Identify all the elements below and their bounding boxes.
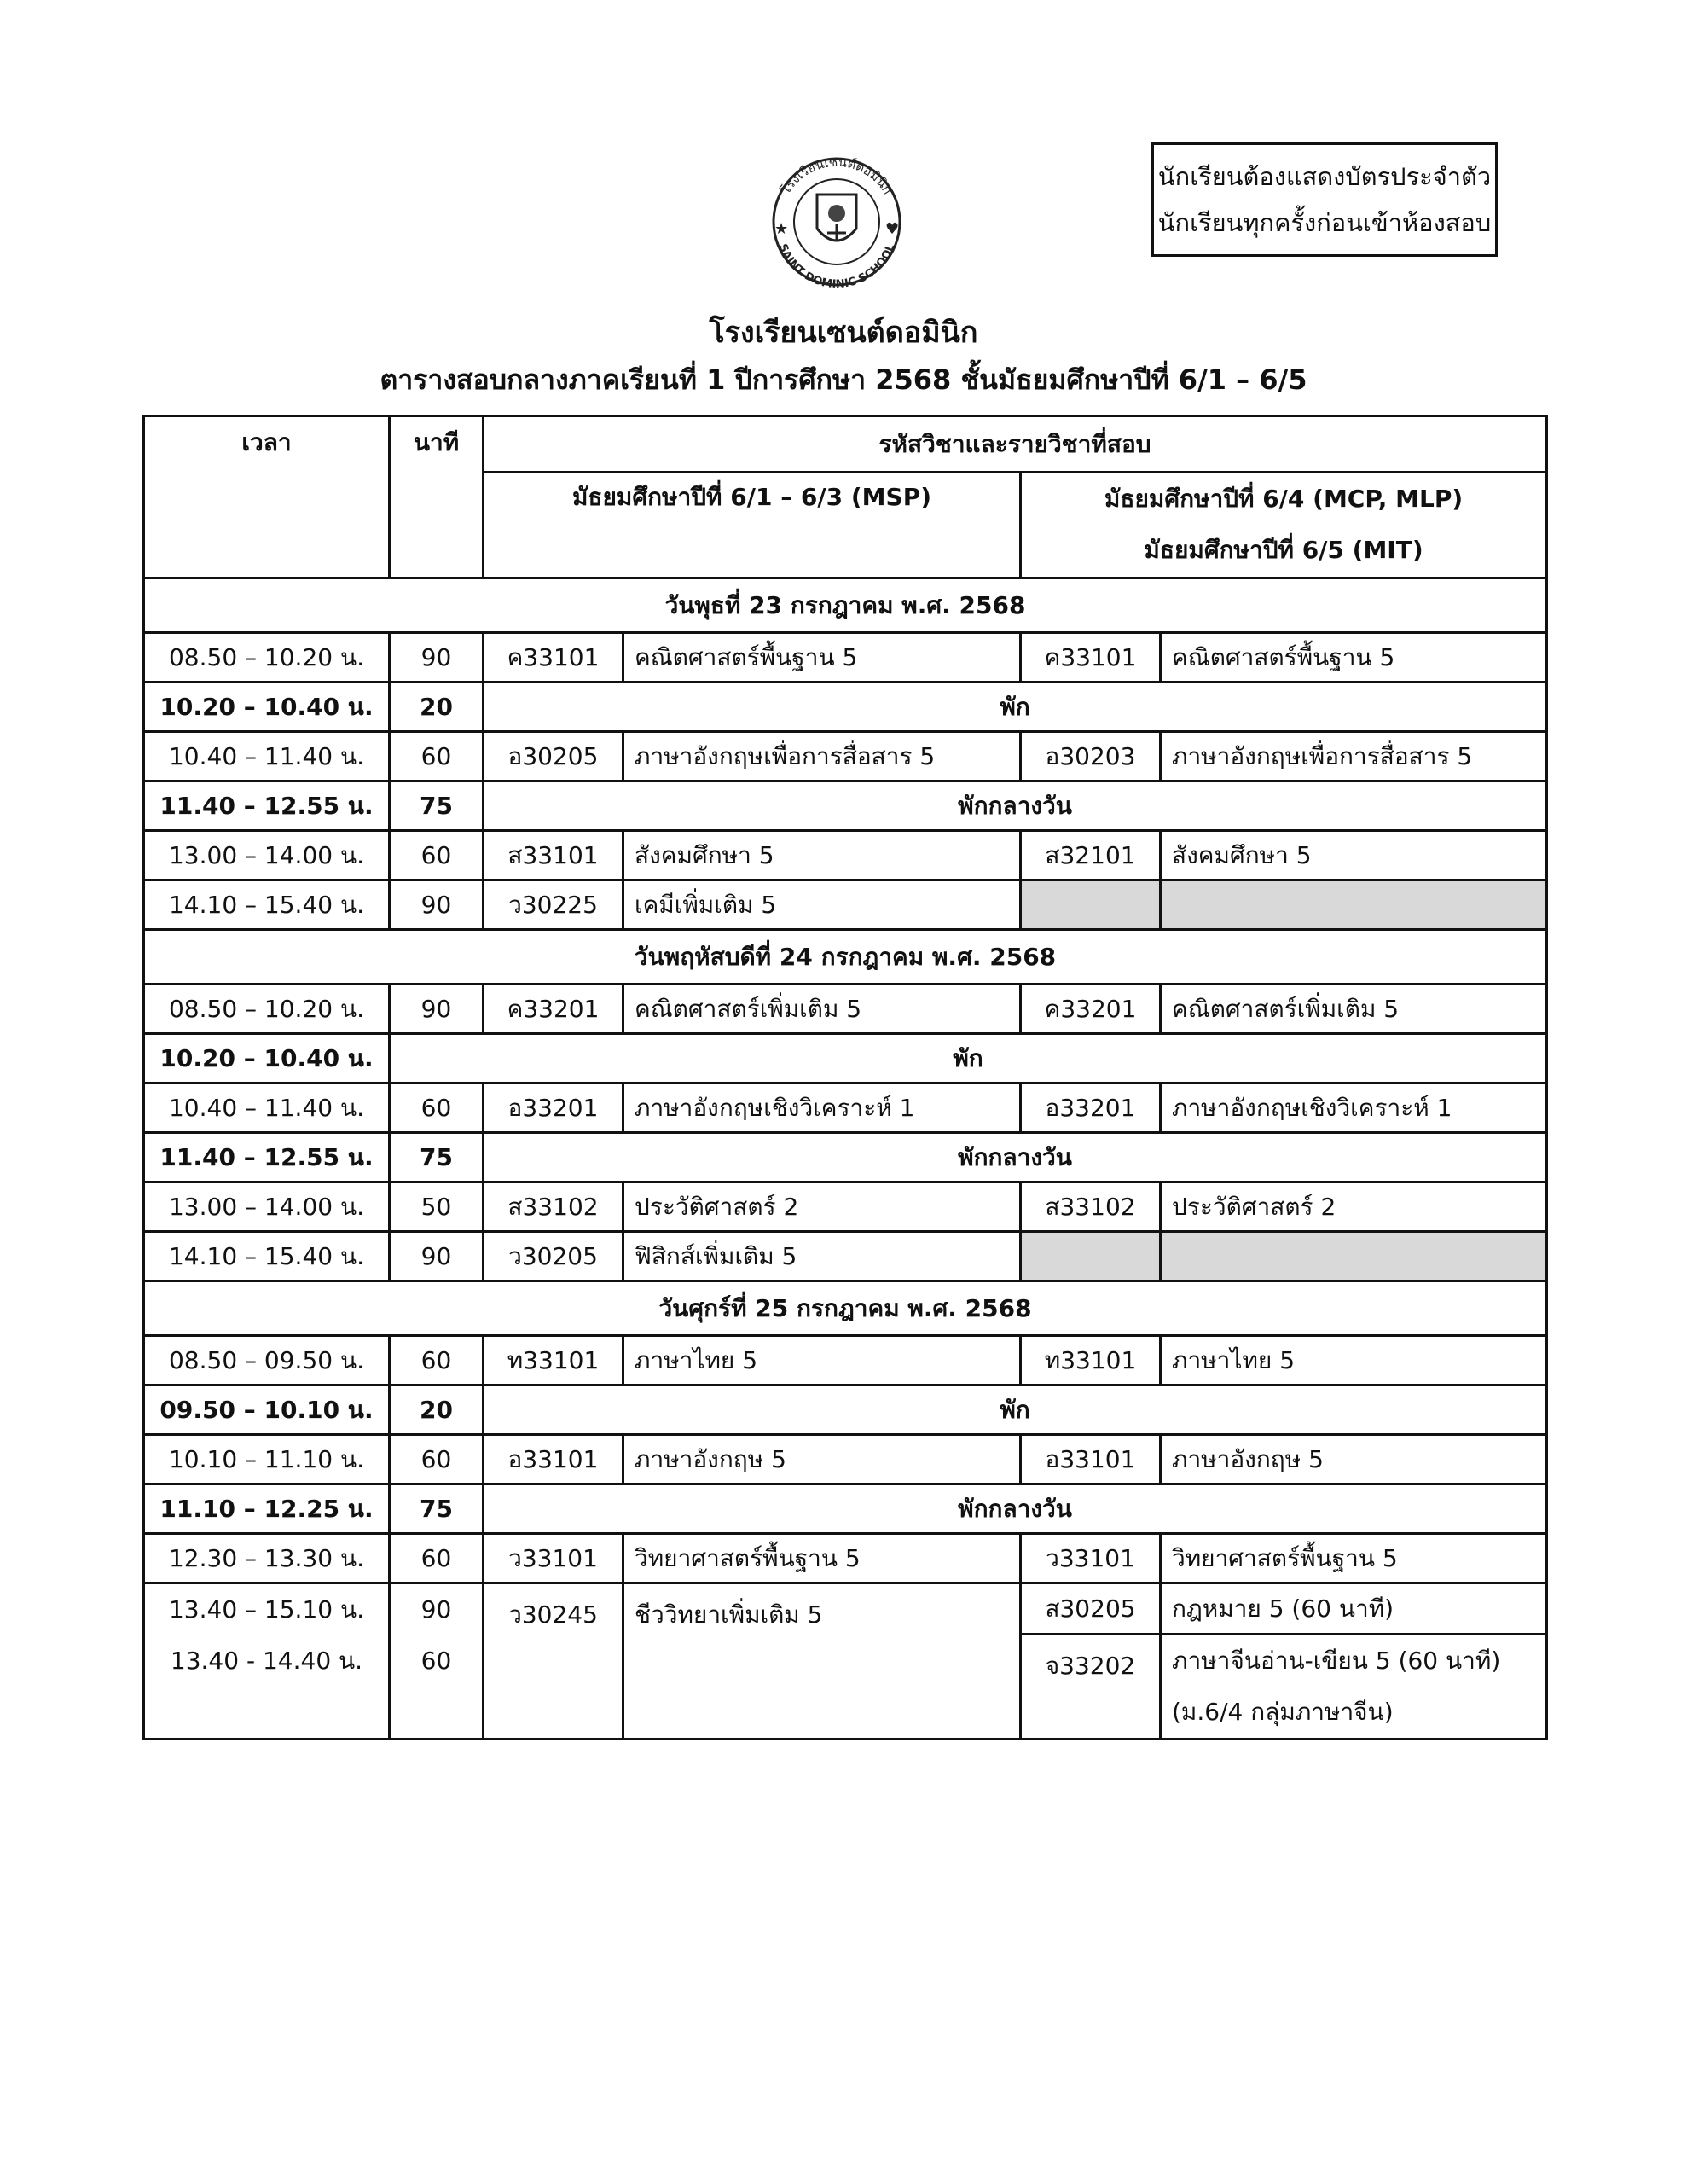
time-cell	[144, 1583, 390, 1740]
notice-line-1: นักเรียนต้องแสดงบัตรประจำตัว	[1157, 162, 1492, 191]
code-b-cell: ค33201	[1021, 985, 1161, 1034]
code-b-cell: ว33101	[1021, 1534, 1161, 1583]
subject-b-cell: ประวัติศาสตร์ 2	[1161, 1182, 1547, 1232]
subject-b-cell: สังคมศึกษา 5	[1161, 831, 1547, 880]
col-time-header: เวลา	[144, 416, 390, 578]
col-minutes-header: นาที	[390, 416, 484, 578]
code-b-cell: อ30203	[1021, 732, 1161, 781]
subject-a-cell: ฟิสิกส์เพิ่มเติม 5	[623, 1232, 1021, 1281]
table-row	[144, 1232, 1547, 1281]
day-2-header: วันพฤหัสบดีที่ 24 กรกฎาคม พ.ศ. 2568	[144, 930, 1547, 985]
table-row	[144, 985, 1547, 1034]
subject-b-cell: คณิตศาสตร์เพิ่มเติม 5	[1161, 985, 1547, 1034]
time-cell: 10.20 – 10.40 น.	[144, 682, 390, 732]
minutes-cell: 60	[390, 831, 484, 880]
subject-a-cell: คณิตศาสตร์เพิ่มเติม 5	[623, 985, 1021, 1034]
empty-subject-b-cell	[1161, 880, 1547, 930]
break-row	[144, 1385, 1547, 1435]
code-b-cell: จ33202	[1021, 1635, 1161, 1740]
table-row	[144, 1336, 1547, 1385]
code-a-cell: อ30205	[484, 732, 623, 781]
time-cell: 09.50 – 10.10 น.	[144, 1385, 390, 1435]
minutes-cell	[390, 1583, 484, 1740]
col-subjects-header: รหัสวิชาและรายวิชาที่สอบ	[484, 416, 1547, 473]
subject-b-cell: ภาษาอังกฤษเพื่อการสื่อสาร 5	[1161, 732, 1547, 781]
break-cell: พักกลางวัน	[484, 781, 1547, 831]
exam-schedule-table	[142, 415, 1548, 1740]
time-cell: 14.10 – 15.40 น.	[144, 1232, 390, 1281]
break-row	[144, 1484, 1547, 1534]
minutes-cell: 20	[390, 682, 484, 732]
break-cell: พัก	[390, 1034, 1547, 1083]
subject-a-cell: สังคมศึกษา 5	[623, 831, 1021, 880]
empty-code-b-cell	[1021, 1232, 1161, 1281]
code-b-cell: ท33101	[1021, 1336, 1161, 1385]
svg-text:SAINT DOMINIC SCHOOL: SAINT DOMINIC SCHOOL	[775, 241, 898, 288]
empty-subject-b-cell	[1161, 1232, 1547, 1281]
time-line-1: 13.40 – 15.10 น.	[168, 1595, 365, 1623]
code-b-cell: ส32101	[1021, 831, 1161, 880]
group-b-line-2: มัธยมศึกษาปีที่ 6/5 (MIT)	[1144, 536, 1423, 564]
code-b-cell: ค33101	[1021, 633, 1161, 682]
time-cell: 13.00 – 14.00 น.	[144, 1182, 390, 1232]
group-a-header: มัธยมศึกษาปีที่ 6/1 – 6/3 (MSP)	[484, 473, 1021, 578]
minutes-line-1: 90	[420, 1595, 452, 1623]
subject-b-cell: ภาษาไทย 5	[1161, 1336, 1547, 1385]
time-cell: 13.00 – 14.00 น.	[144, 831, 390, 880]
subject-b-cell: ภาษาอังกฤษเชิงวิเคราะห์ 1	[1161, 1083, 1547, 1133]
code-a-cell: ส33102	[484, 1182, 623, 1232]
break-row	[144, 1034, 1547, 1083]
time-line-2: 13.40 - 14.40 น.	[170, 1647, 363, 1675]
table-row	[144, 1083, 1547, 1133]
time-cell: 14.10 – 15.40 น.	[144, 880, 390, 930]
minutes-cell: 75	[390, 781, 484, 831]
break-row	[144, 682, 1547, 732]
minutes-cell: 20	[390, 1385, 484, 1435]
minutes-cell: 75	[390, 1133, 484, 1182]
break-cell: พัก	[484, 682, 1547, 732]
code-a-cell: อ33201	[484, 1083, 623, 1133]
minutes-cell: 60	[390, 1083, 484, 1133]
minutes-line-2: 60	[420, 1647, 452, 1675]
time-cell: 08.50 – 10.20 น.	[144, 633, 390, 682]
minutes-cell: 90	[390, 633, 484, 682]
table-row	[144, 633, 1547, 682]
table-row	[144, 1583, 1547, 1635]
time-cell: 10.40 – 11.40 น.	[144, 732, 390, 781]
time-cell: 10.40 – 11.40 น.	[144, 1083, 390, 1133]
time-cell: 10.10 – 11.10 น.	[144, 1435, 390, 1484]
subject-a-cell: ประวัติศาสตร์ 2	[623, 1182, 1021, 1232]
exam-schedule-title: ตารางสอบกลางภาคเรียนที่ 1 ปีการศึกษา 2568 ชั้นมัธยมศึกษาปีที่ 6/1 – 6/5	[380, 363, 1307, 396]
table-row	[144, 1435, 1547, 1484]
minutes-cell: 90	[390, 1232, 484, 1281]
table-row	[144, 831, 1547, 880]
break-row	[144, 1133, 1547, 1182]
notice-line-2: นักเรียนทุกครั้งก่อนเข้าห้องสอบ	[1157, 208, 1492, 237]
table-row	[144, 880, 1547, 930]
subject-a-cell: ภาษาไทย 5	[623, 1336, 1021, 1385]
table-row	[144, 1182, 1547, 1232]
subject-a-cell: คณิตศาสตร์พื้นฐาน 5	[623, 633, 1021, 682]
subject-b-line-2: (ม.6/4 กลุ่มภาษาจีน)	[1172, 1698, 1394, 1726]
subject-b-cell: คณิตศาสตร์พื้นฐาน 5	[1161, 633, 1547, 682]
code-a-cell: ว30245	[484, 1583, 623, 1740]
minutes-cell: 60	[390, 1435, 484, 1484]
svg-text:★: ★	[774, 220, 789, 238]
school-name: โรงเรียนเซนต์ดอมินิก	[709, 316, 978, 350]
time-cell: 11.40 – 12.55 น.	[144, 781, 390, 831]
code-b-cell: ส33102	[1021, 1182, 1161, 1232]
subject-b-cell: กฎหมาย 5 (60 นาที)	[1161, 1583, 1547, 1635]
subject-b-cell	[1161, 1635, 1547, 1740]
code-b-cell: อ33201	[1021, 1083, 1161, 1133]
code-a-cell: ค33201	[484, 985, 623, 1034]
subject-a-cell: วิทยาศาสตร์พื้นฐาน 5	[623, 1534, 1021, 1583]
school-logo	[757, 152, 916, 288]
minutes-cell: 60	[390, 1336, 484, 1385]
table-row	[144, 1534, 1547, 1583]
break-cell: พัก	[484, 1385, 1547, 1435]
code-a-cell: อ33101	[484, 1435, 623, 1484]
day-1-header: วันพุธที่ 23 กรกฎาคม พ.ศ. 2568	[144, 578, 1547, 633]
code-a-cell: ค33101	[484, 633, 623, 682]
code-b-cell: อ33101	[1021, 1435, 1161, 1484]
time-cell: 08.50 – 09.50 น.	[144, 1336, 390, 1385]
time-cell: 08.50 – 10.20 น.	[144, 985, 390, 1034]
code-a-cell: ส33101	[484, 831, 623, 880]
minutes-cell: 60	[390, 1534, 484, 1583]
svg-text:โรงเรียนเซนต์ดอมินิก: โรงเรียนเซนต์ดอมินิก	[777, 154, 896, 197]
subject-b-line-1: ภาษาจีนอ่าน-เขียน 5 (60 นาที)	[1172, 1647, 1501, 1675]
code-b-cell: ส30205	[1021, 1583, 1161, 1635]
code-a-cell: ว33101	[484, 1534, 623, 1583]
code-a-cell: ว30205	[484, 1232, 623, 1281]
subject-b-cell: วิทยาศาสตร์พื้นฐาน 5	[1161, 1534, 1547, 1583]
table-row	[144, 732, 1547, 781]
empty-code-b-cell	[1021, 880, 1161, 930]
group-b-line-1: มัธยมศึกษาปีที่ 6/4 (MCP, MLP)	[1104, 485, 1464, 513]
minutes-cell: 60	[390, 732, 484, 781]
time-cell: 12.30 – 13.30 น.	[144, 1534, 390, 1583]
code-a-cell: ท33101	[484, 1336, 623, 1385]
break-cell: พักกลางวัน	[484, 1133, 1547, 1182]
subject-a-cell: ชีววิทยาเพิ่มเติม 5	[623, 1583, 1021, 1740]
time-cell: 11.10 – 12.25 น.	[144, 1484, 390, 1534]
break-cell: พักกลางวัน	[484, 1484, 1547, 1534]
time-cell: 10.20 – 10.40 น.	[144, 1034, 390, 1083]
svg-text:♥: ♥	[885, 220, 900, 238]
minutes-cell: 90	[390, 880, 484, 930]
code-a-cell: ว30225	[484, 880, 623, 930]
group-b-header	[1021, 473, 1547, 578]
id-card-notice	[1151, 142, 1498, 257]
subject-a-cell: เคมีเพิ่มเติม 5	[623, 880, 1021, 930]
day-3-header: วันศุกร์ที่ 25 กรกฎาคม พ.ศ. 2568	[144, 1281, 1547, 1336]
break-row	[144, 781, 1547, 831]
minutes-cell: 90	[390, 985, 484, 1034]
subject-a-cell: ภาษาอังกฤษเชิงวิเคราะห์ 1	[623, 1083, 1021, 1133]
subject-b-cell: ภาษาอังกฤษ 5	[1161, 1435, 1547, 1484]
minutes-cell: 75	[390, 1484, 484, 1534]
minutes-cell: 50	[390, 1182, 484, 1232]
time-cell: 11.40 – 12.55 น.	[144, 1133, 390, 1182]
subject-a-cell: ภาษาอังกฤษ 5	[623, 1435, 1021, 1484]
subject-a-cell: ภาษาอังกฤษเพื่อการสื่อสาร 5	[623, 732, 1021, 781]
